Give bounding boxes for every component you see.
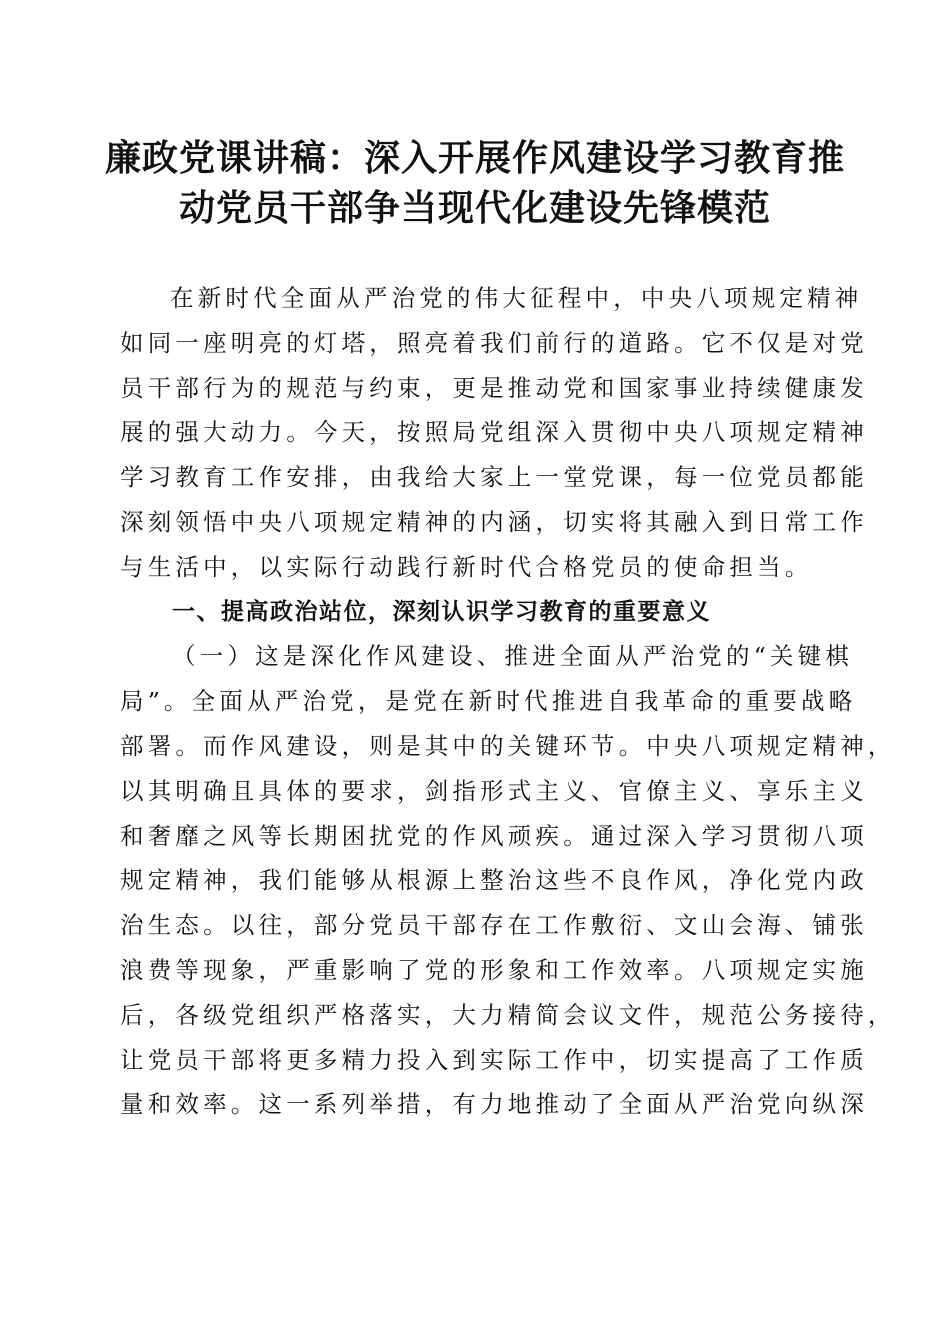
text-line: 浪费等现象，严重影响了党的形象和工作效率。八项规定实施 bbox=[120, 955, 868, 984]
text-line: 和奢靡之风等长期困扰党的作风顽疾。通过深入学习贯彻八项 bbox=[120, 821, 868, 850]
text-line: 员干部行为的规范与约束，更是推动党和国家事业持续健康发 bbox=[120, 373, 868, 402]
text-line: （一）这是深化作风建设、推进全面从严治党的“关键棋 bbox=[172, 642, 854, 671]
body-paragraph bbox=[120, 634, 896, 1127]
text-line: 如同一座明亮的灯塔，照亮着我们前行的道路。它不仅是对党 bbox=[120, 328, 868, 357]
text-line: 学习教育工作安排，由我给大家上一堂党课，每一位党员都能 bbox=[120, 463, 868, 492]
text-line: 在新时代全面从严治党的伟大征程中，中央八项规定精神 bbox=[170, 284, 863, 312]
text-line: 以其明确且具体的要求，剑指形式主义、官僚主义、享乐主义 bbox=[120, 776, 868, 805]
title-line-2: 动党员干部争当现代化建设先锋模范 bbox=[178, 188, 771, 229]
text-line: 治生态。以往，部分党员干部存在工作敷衍、文山会海、铺张 bbox=[120, 911, 868, 940]
document-body bbox=[120, 276, 896, 1127]
text-line: 部署。而作风建设，则是其中的关键环节。中央八项规定精神， bbox=[120, 731, 896, 760]
text-line: 让党员干部将更多精力投入到实际工作中，切实提高了工作质 bbox=[120, 1045, 868, 1074]
text-line: 规定精神，我们能够从根源上整治这些不良作风，净化党内政 bbox=[120, 866, 868, 895]
document-title bbox=[100, 134, 850, 234]
text-line: 局”。全面从严治党，是党在新时代推进自我革命的重要战略 bbox=[120, 687, 857, 716]
text-line: 展的强大动力。今天，按照局党组深入贯彻中央八项规定精神 bbox=[120, 418, 868, 447]
title-line-1: 廉政党课讲稿：深入开展作风建设学习教育推 bbox=[104, 138, 845, 179]
intro-paragraph bbox=[120, 276, 868, 590]
text-line: 量和效率。这一系列举措，有力地推动了全面从严治党向纵深 bbox=[120, 1090, 868, 1119]
text-line: 后，各级党组织严格落实，大力精简会议文件，规范公务接待， bbox=[120, 1000, 896, 1029]
section-heading: 一、提高政治站位，深刻认识学习教育的重要意义 bbox=[172, 598, 711, 625]
text-line: 与生活中，以实际行动践行新时代合格党员的使命担当。 bbox=[120, 552, 813, 581]
text-line: 深刻领悟中央八项规定精神的内涵，切实将其融入到日常工作 bbox=[120, 507, 868, 536]
